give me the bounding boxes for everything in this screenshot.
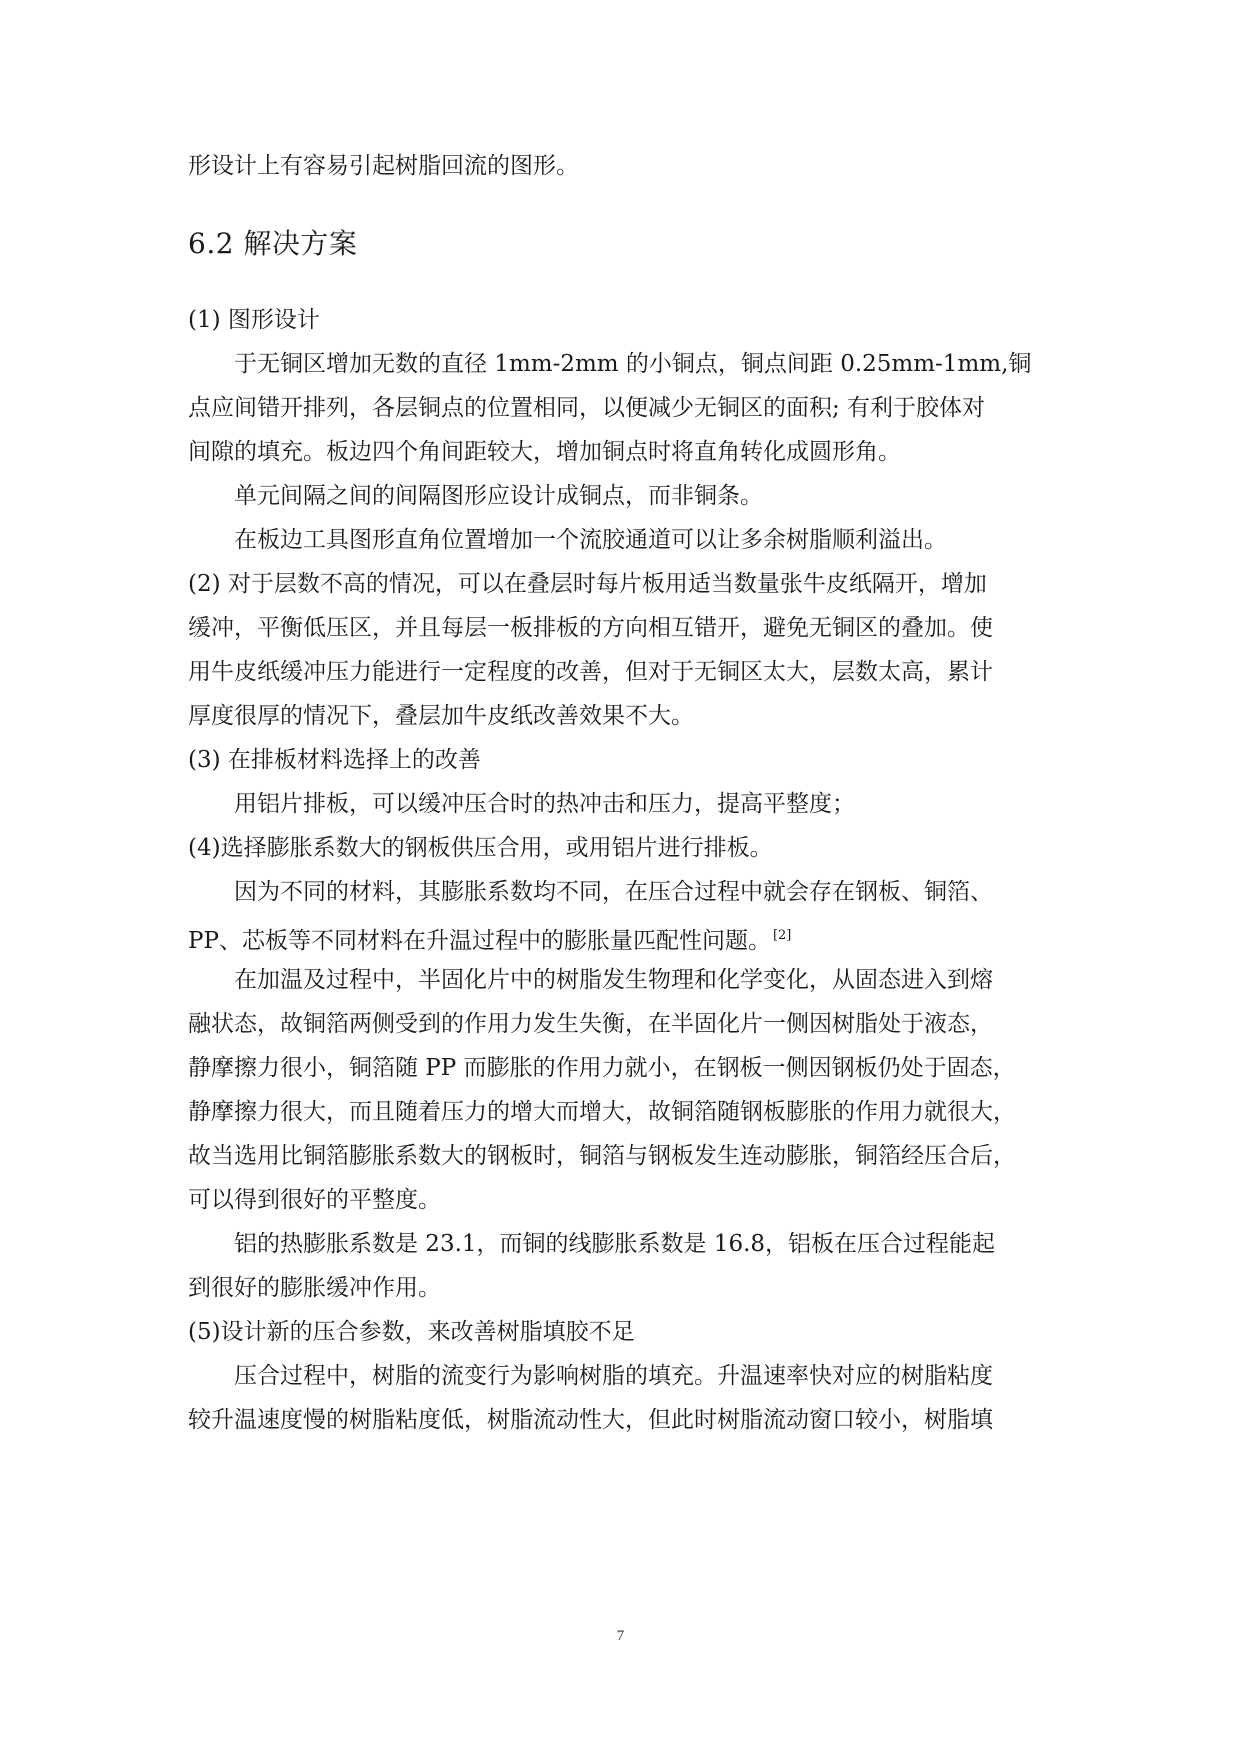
item4-p1-line2-text: PP、芯板等不同材料在升温过程中的膨胀量匹配性问题。: [188, 928, 771, 954]
item4-p2-line: 静摩擦力很小，铜箔随 PP 而膨胀的作用力就小，在钢板一侧因钢板仍处于固态，: [188, 1055, 1016, 1081]
item2-line: 厚度很厚的情况下，叠层加牛皮纸改善效果不大。: [188, 703, 694, 729]
item3-title: (3) 在排板材料选择上的改善: [188, 747, 481, 773]
item1-p1-line: 于无铜区增加无数的直径 1mm-2mm 的小铜点，铜点间距 0.25mm-1mm,铜: [234, 351, 1032, 377]
item4-p3-line: 到很好的膨胀缓冲作用。: [188, 1275, 441, 1301]
item4-p3-line: 铝的热膨胀系数是 23.1，而铜的线膨胀系数是 16.8，铝板在压合过程能起: [234, 1231, 996, 1257]
item1-p1-line: 间隙的填充。板边四个角间距较大，增加铜点时将直角转化成圆形角。: [188, 439, 901, 465]
item4-p2-line: 融状态，故铜箔两侧受到的作用力发生失衡，在半固化片一侧因树脂处于液态，: [188, 1011, 993, 1037]
item4-p2-line: 故当选用比铜箔膨胀系数大的钢板时，铜箔与钢板发生连动膨胀，铜箔经压合后，: [188, 1143, 1016, 1169]
item4-p2-line: 可以得到很好的平整度。: [188, 1187, 441, 1213]
item1-p2: 单元间隔之间的间隔图形应设计成铜点，而非铜条。: [234, 483, 763, 509]
item4-title: (4)选择膨胀系数大的钢板供压合用，或用铝片进行排板。: [188, 835, 773, 861]
item2-line: 缓冲，平衡低压区，并且每层一板排板的方向相互错开，避免无铜区的叠加。使: [188, 615, 993, 641]
page-number: 7: [616, 1628, 625, 1644]
item1-p1-line: 点应间错开排列，各层铜点的位置相同，以便减少无铜区的面积; 有利于胶体对: [188, 395, 986, 421]
item3-p1: 用铝片排板，可以缓冲压合时的热冲击和压力，提高平整度；: [234, 791, 855, 817]
item2-line: (2) 对于层数不高的情况，可以在叠层时每片板用适当数量张牛皮纸隔开，增加: [188, 571, 987, 597]
item5-p1-line: 较升温速度慢的树脂粘度低，树脂流动性大，但此时树脂流动窗口较小，树脂填: [188, 1407, 993, 1433]
item4-p2-line: 在加温及过程中，半固化片中的树脂发生物理和化学变化，从固态进入到熔: [234, 967, 993, 993]
section-heading: 6.2 解决方案: [188, 227, 358, 260]
item1-p3: 在板边工具图形直角位置增加一个流胶通道可以让多余树脂顺利溢出。: [234, 527, 947, 553]
intro-line: 形设计上有容易引起树脂回流的图形。: [188, 153, 579, 179]
item1-title: (1) 图形设计: [188, 307, 320, 333]
citation-ref: [2]: [772, 928, 792, 943]
item4-p1-line: 因为不同的材料，其膨胀系数均不同，在压合过程中就会存在钢板、铜箔、: [234, 879, 993, 905]
item4-p2-line: 静摩擦力很大，而且随着压力的增大而增大，故铜箔随钢板膨胀的作用力就很大，: [188, 1099, 1016, 1125]
page-body: [188, 144, 1058, 1442]
item2-line: 用牛皮纸缓冲压力能进行一定程度的改善，但对于无铜区太大，层数太高，累计: [188, 659, 993, 685]
item5-title: (5)设计新的压合参数，来改善树脂填胶不足: [188, 1319, 635, 1345]
item5-p1-line: 压合过程中，树脂的流变行为影响树脂的填充。升温速率快对应的树脂粘度: [234, 1363, 993, 1389]
item4-p1-line2: [188, 914, 1058, 958]
